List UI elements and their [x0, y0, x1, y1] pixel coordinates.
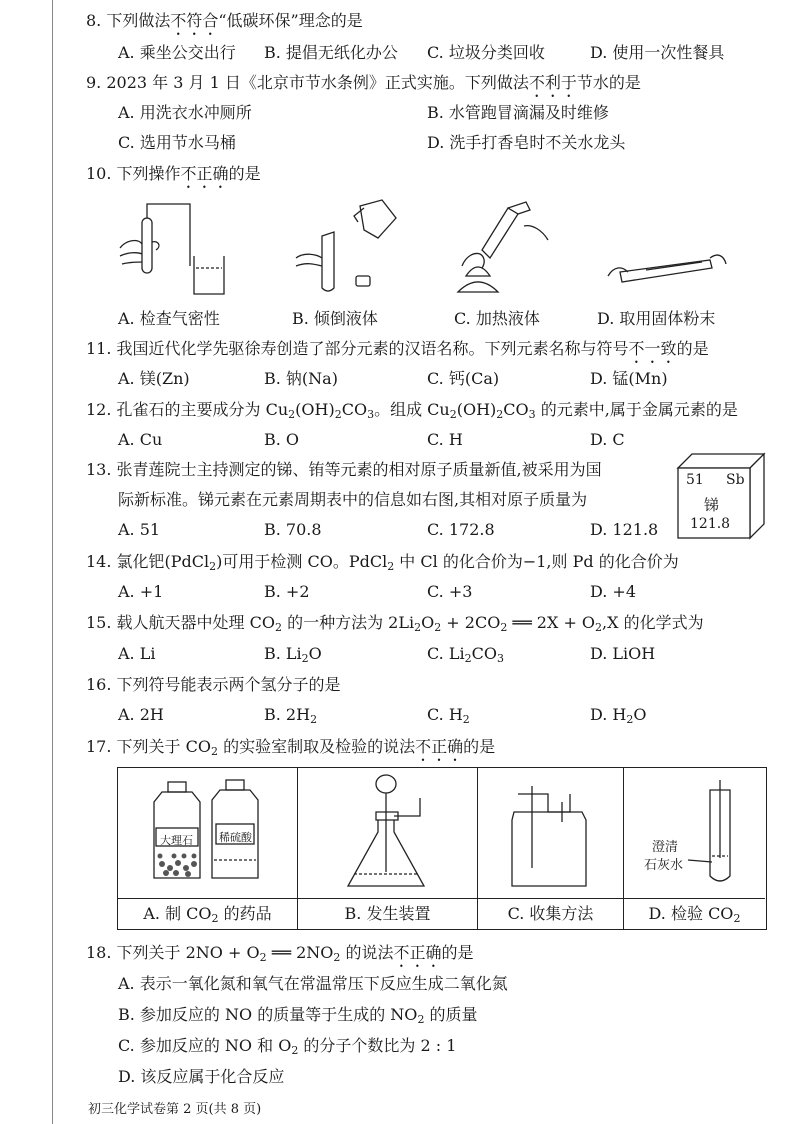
question-15-stem: 15. 载人航天器中处理 $CO_2$ 的一种方法为 $2Li_2O_2 + 2CO_2$ ══ $2X + O_2,X$ 的化学式为 — [86, 613, 704, 634]
atomic-mass: 121.8 — [690, 516, 731, 532]
q18-option-b: B. 参加反应的 NO 的质量等于生成的 $NO_2$ 的质量 — [118, 1005, 478, 1026]
reagent-bottles-illustration — [118, 768, 294, 896]
q12-option-b: B. O — [264, 430, 300, 449]
q17-figure-table — [117, 767, 767, 930]
q11-option-d: D. 锰(Mn) — [590, 369, 668, 388]
q10-option-b: B. 倾倒液体 — [292, 309, 378, 328]
q11-option-b: B. 钠(Na) — [264, 369, 338, 388]
label-dilute-sulfuric-acid: 稀硫酸 — [219, 831, 252, 844]
question-16-stem: 16. 下列符号能表示两个氢分子的是 — [86, 675, 341, 694]
q13-option-c: C. 172.8 — [427, 520, 495, 539]
question-10-stem: 10. 下列操作不正确的是 — [86, 164, 261, 183]
q16-option-d: D. $H_2O$ — [590, 705, 647, 726]
q12-option-d: D. C — [590, 430, 625, 449]
q17-cell-c — [478, 768, 624, 929]
q15-option-a: A. Li — [118, 644, 156, 663]
q9-option-b: B. 水管跑冒滴漏及时维修 — [427, 103, 609, 122]
q11-option-c: C. 钙(Ca) — [427, 369, 500, 388]
q9-option-a: A. 用洗衣水冲厕所 — [118, 103, 252, 122]
question-13-stem-line2: 际新标准。锑元素在元素周期表中的信息如右图,其相对原子质量为 — [118, 490, 588, 509]
q12-option-a: A. Cu — [118, 430, 163, 449]
q14-option-d: D. +4 — [590, 582, 637, 601]
atomic-number: 51 — [686, 472, 704, 488]
limewater-test-illustration — [624, 768, 764, 896]
q8-option-a: A. 乘坐公交出行 — [118, 43, 236, 62]
collection-method-illustration — [478, 768, 620, 896]
question-18-stem: 18. 下列关于 $2NO + O_2$ ══ $2NO_2$ 的说法不正确的是 — [86, 943, 474, 964]
q18-option-a: A. 表示一氧化氮和氧气在常温常压下反应生成二氧化氮 — [118, 974, 508, 993]
q8-option-d: D. 使用一次性餐具 — [590, 43, 725, 62]
generator-apparatus-illustration — [298, 768, 474, 896]
airtightness-check-illustration — [112, 196, 232, 300]
caption-a: A. 制 $CO_2$ 的药品 — [118, 898, 297, 929]
q10-option-a: A. 检查气密性 — [118, 309, 220, 328]
q18-option-c: C. 参加反应的 NO 和 $O_2$ 的分子个数比为 2 : 1 — [118, 1036, 457, 1057]
page-footer: 初三化学试卷第 2 页(共 8 页) — [88, 1102, 262, 1117]
question-13-stem-line1: 13. 张青莲院士主持测定的锑、铕等元素的相对原子质量新值,被采用为国 — [86, 460, 602, 479]
heat-liquid-illustration — [438, 196, 562, 300]
element-symbol: Sb — [726, 472, 745, 488]
question-17-stem: 17. 下列关于 $CO_2$ 的实验室制取及检验的说法不正确的是 — [86, 737, 496, 758]
caption-b: B. 发生装置 — [298, 898, 477, 929]
q12-option-c: C. H — [427, 430, 463, 449]
q17-cell-b — [298, 768, 478, 929]
q16-option-b: B. $2H_2$ — [264, 705, 318, 726]
label-limewater-2: 石灰水 — [644, 858, 684, 873]
q8-option-c: C. 垃圾分类回收 — [427, 43, 545, 62]
q13-option-a: A. 51 — [118, 520, 161, 539]
q14-option-b: B. +2 — [264, 582, 310, 601]
q10-option-c: C. 加热液体 — [454, 309, 540, 328]
q15-option-b: B. $Li_2O$ — [264, 644, 322, 665]
question-12-stem: 12. 孔雀石的主要成分为 $Cu_2(OH)_2CO_3$。组成 $Cu_2(OH)_2CO_3$ 的元素中,属于金属元素的是 — [86, 400, 738, 421]
q18-option-d: D. 该反应属于化合反应 — [118, 1067, 285, 1086]
binding-line — [52, 0, 53, 1124]
take-powder-illustration — [606, 196, 732, 300]
question-9-stem: 9. 2023 年 3 月 1 日《北京市节水条例》正式实施。下列做法不利于节水的是 — [86, 73, 641, 92]
q16-option-a: A. 2H — [118, 705, 164, 724]
element-name: 锑 — [704, 496, 720, 514]
caption-c: C. 收集方法 — [478, 898, 623, 929]
pour-liquid-illustration — [294, 196, 410, 300]
q10-option-d: D. 取用固体粉末 — [597, 309, 716, 328]
q14-option-c: C. +3 — [427, 582, 473, 601]
q15-option-c: C. $Li_2CO_3$ — [427, 644, 504, 665]
q17-cell-d — [624, 768, 765, 929]
q16-option-c: C. $H_2$ — [427, 705, 470, 726]
question-14-stem: 14. 氯化钯(PdCl$_2$)可用于检测 CO。PdCl$_2$ 中 Cl 的化合价为−1,则 Pd 的化合价为 — [86, 552, 679, 573]
q15-option-d: D. LiOH — [590, 644, 656, 663]
q11-option-a: A. 镁(Zn) — [118, 369, 190, 388]
q13-option-d: D. 121.8 — [590, 520, 659, 539]
q8-option-b: B. 提倡无纸化办公 — [264, 43, 398, 62]
q14-option-a: A. +1 — [118, 582, 164, 601]
q17-cell-a — [118, 768, 298, 929]
question-11-stem: 11. 我国近代化学先驱徐寿创造了部分元素的汉语名称。下列元素名称与符号不一致的是 — [86, 339, 709, 358]
caption-d: D. 检验 $CO_2$ — [624, 898, 765, 929]
label-limewater-1: 澄清 — [652, 840, 679, 855]
q9-option-c: C. 选用节水马桶 — [118, 133, 236, 152]
q9-option-d: D. 洗手打香皂时不关水龙头 — [427, 133, 626, 152]
element-card-antimony — [676, 452, 766, 540]
q13-option-b: B. 70.8 — [264, 520, 322, 539]
label-marble: 大理石 — [160, 834, 193, 847]
question-8-stem: 8. 下列做法不符合“低碳环保”理念的是 — [86, 11, 363, 30]
